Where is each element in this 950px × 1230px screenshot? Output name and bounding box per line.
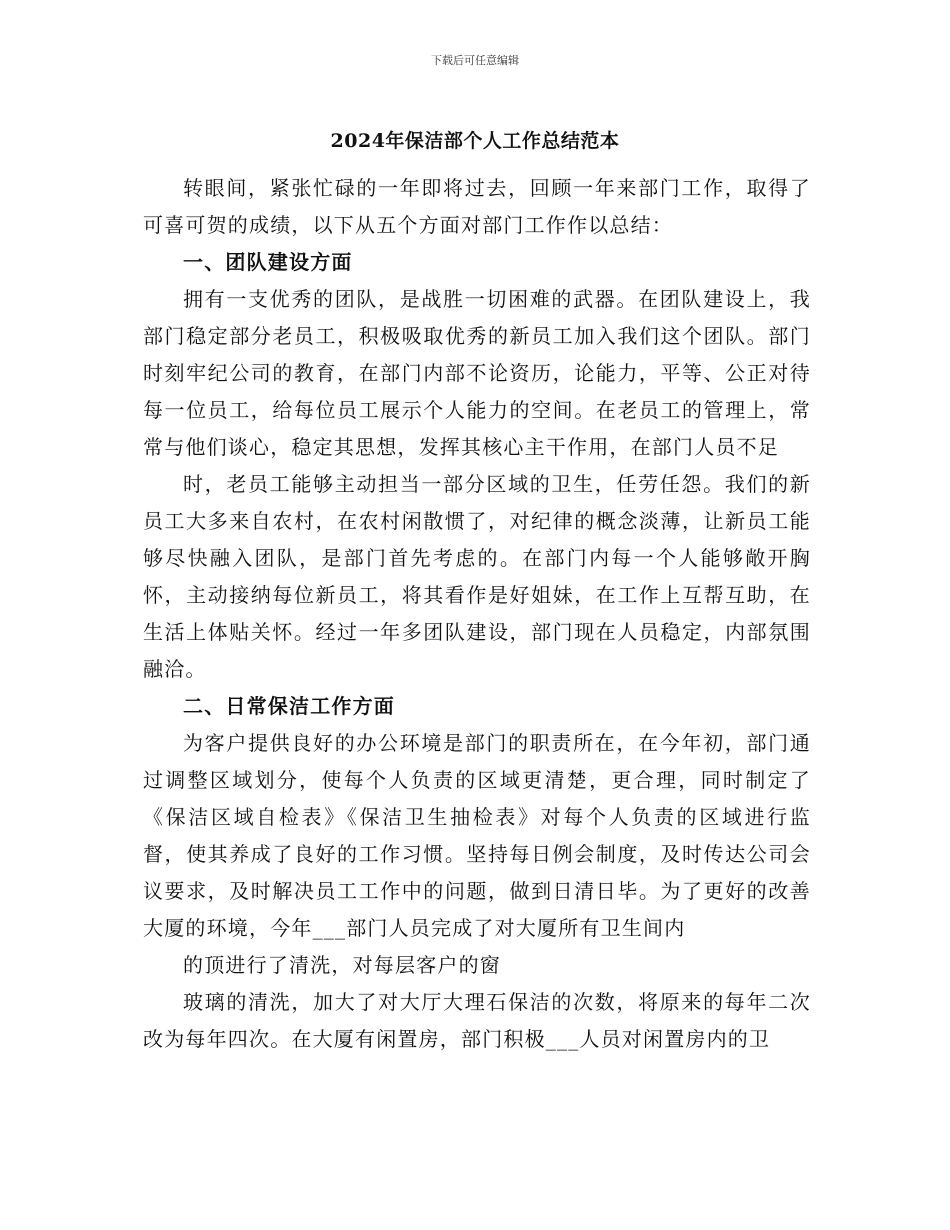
document-body: [143, 170, 811, 1058]
section-1-paragraph-2: 时，老员工能够主动担当一部分区域的卫生，任劳任怨。我们的新员工大多来自农村，在农村闲散惯了，对纪律的概念淡薄，让新员工能够尽快融入团队，是部门首先考虑的。在部门内每一个人能够敞开胸怀，主动接纳每位新员工，将其看作是好姐妹，在工作上互帮互助，在生活上体贴关怀。经过一年多团队建设，部门现在人员稳定，内部氛围融洽。: [143, 472, 811, 681]
section-1-heading: 一、团队建设方面: [183, 250, 353, 274]
section-2-paragraph-2: 的顶进行了清洗，对每层客户的窗: [183, 953, 501, 977]
section-2-paragraph-3: 玻璃的清洗，加大了对大厅大理石保洁的次数，将原来的每年二次改为每年四次。在大厦有闲置房，部门积极___人员对闲置房内的卫: [143, 990, 811, 1051]
page-header-note: 下载后可任意编辑: [431, 54, 519, 67]
intro-paragraph: 转眼间，紧张忙碌的一年即将过去，回顾一年来部门工作，取得了可喜可贺的成绩，以下从五个方面对部门工作作以总结：: [143, 176, 811, 237]
document-title: 2024年保洁部个人工作总结范本: [330, 130, 620, 152]
section-2-paragraph-1: 为客户提供良好的办公环境是部门的职责所在，在今年初，部门通过调整区域划分，使每个人负责的区域更清楚，更合理，同时制定了《保洁区域自检表》《保洁卫生抽检表》对每个人负责的区域进行监督，使其养成了良好的工作习惯。坚持每日例会制度，及时传达公司会议要求，及时解决员工工作中的问题，做到日清日毕。为了更好的改善大厦的环境，今年___部门人员完成了对大厦所有卫生间内: [143, 731, 811, 940]
section-1-paragraph-1: 拥有一支优秀的团队，是战胜一切困难的武器。在团队建设上，我部门稳定部分老员工，积极吸取优秀的新员工加入我们这个团队。部门时刻牢纪公司的教育，在部门内部不论资历，论能力，平等、公正对待每一位员工，给每位员工展示个人能力的空间。在老员工的管理上，常常与他们谈心，稳定其思想，发挥其核心主干作用，在部门人员不足: [143, 287, 811, 459]
section-2-heading: 二、日常保洁工作方面: [183, 694, 395, 718]
